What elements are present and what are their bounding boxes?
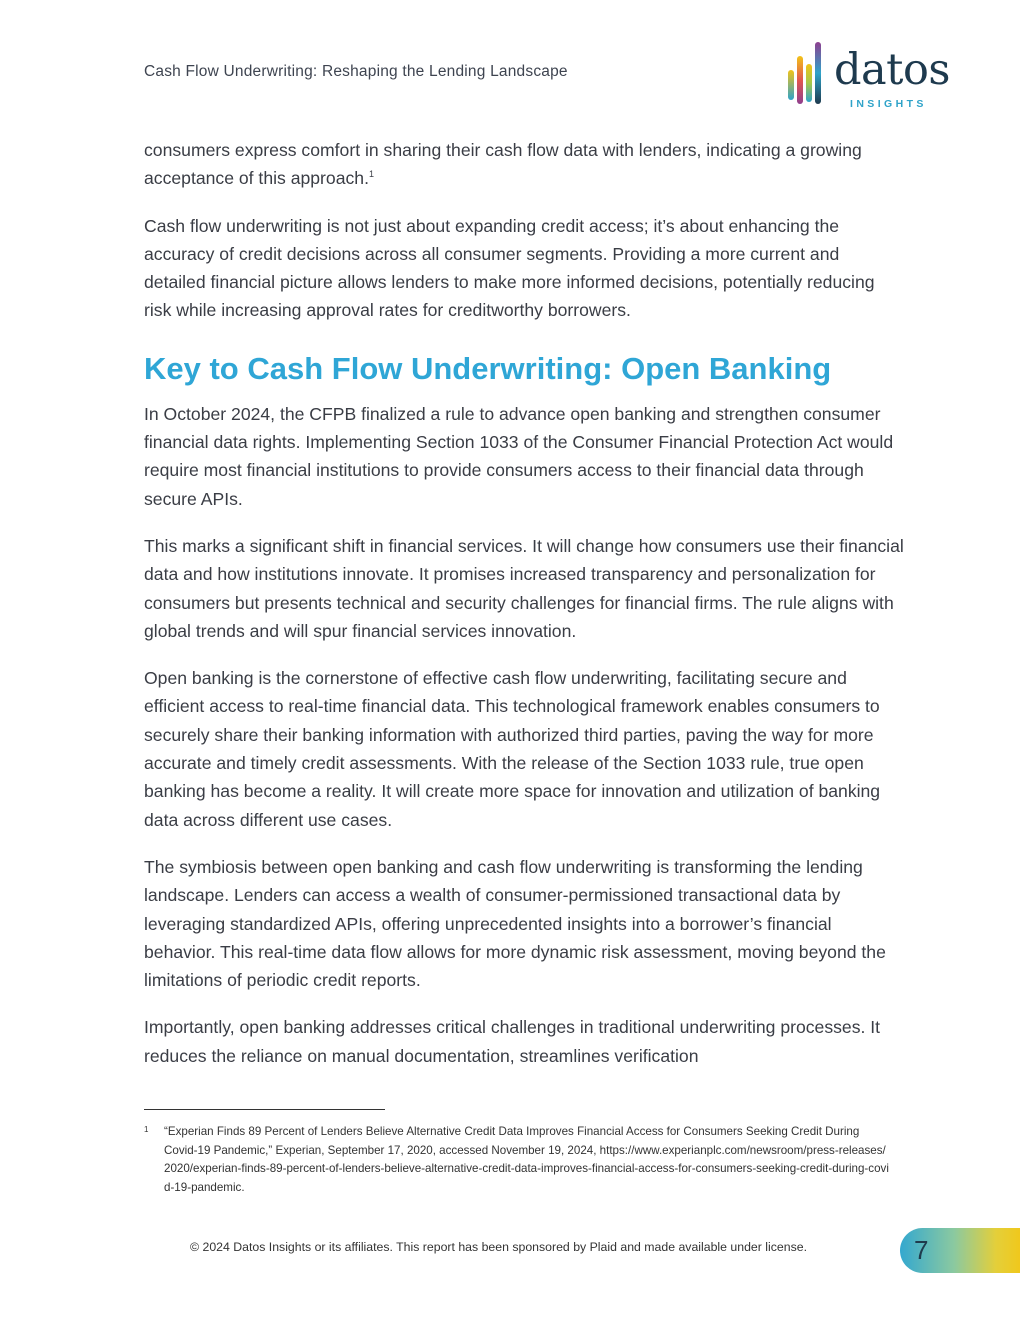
section-heading: Key to Cash Flow Underwriting: Open Banking	[144, 350, 832, 386]
paragraph: Open banking is the cornerstone of effective cash flow underwriting, facilitating secure and efficient access to real-time financial data. This technological framework enables consumers to securely share their banking information with authorized third parties, paving the way for more accurate and timely credit assessments. With the release of the Section 1033 rule, true open banking has become a reality. It will create more space for innovation and utilization of banking data across different use cases.	[144, 668, 881, 830]
footnote-body	[164, 1123, 892, 1197]
logo-wordmark: datos	[834, 45, 950, 95]
footnote-divider	[144, 1109, 385, 1110]
page-number-tab	[900, 1228, 1020, 1273]
page-number: 7	[914, 1235, 929, 1265]
footnote-ref[interactable]: 1	[368, 169, 374, 180]
footnote-link[interactable]: https://www.experianplc.com/newsroom/press-releases/2020/experian-finds-89-percent-of-lenders-believe-alternative-credit-data-improves-financial-access-for-consumers-seeking-credit-during-covid-19-pandemic.	[164, 1143, 889, 1194]
paragraph-text: consumers express comfort in sharing their cash flow data with lenders, indicating a growing acceptance of this approach.	[144, 140, 862, 189]
datos-insights-logo	[786, 40, 950, 112]
paragraph: The symbiosis between open banking and cash flow underwriting is transforming the lending landscape. Lenders can access a wealth of consumer-permissioned transactional data by leveraging standardized APIs, offering unprecedented insights into a borrower’s financial behavior. This real-time data flow allows for more dynamic risk assessment, moving beyond the limitations of periodic credit reports.	[144, 856, 886, 991]
paragraph: Importantly, open banking addresses critical challenges in traditional underwriting processes. It reduces the reliance on manual documentation, streamlines verification	[144, 1017, 881, 1066]
running-header: Cash Flow Underwriting: Reshaping the Lending Landscape	[144, 63, 568, 80]
paragraph: This marks a significant shift in financial services. It will change how consumers use their financial data and how institutions innovate. It promises increased transparency and personalization for consumers but presents technical and security challenges for financial firms. The rule aligns with global trends and will spur financial services innovation.	[144, 535, 904, 641]
paragraph: In October 2024, the CFPB finalized a rule to advance open banking and strengthen consumer financial data rights. Implementing Section 1033 of the Consumer Financial Protection Act would require most financial institutions to provide consumers access to their financial data through secure APIs.	[144, 403, 894, 509]
logo-subtitle: INSIGHTS	[850, 98, 927, 110]
logo-bars-icon	[786, 40, 830, 112]
copyright-notice: © 2024 Datos Insights or its affiliates. This report has been sponsored by Plaid and made available under license.	[190, 1240, 807, 1254]
footnote-text: “Experian Finds 89 Percent of Lenders Believe Alternative Credit Data Improves Financial Access for Consumers Seeking Credit During Covid-19 Pandemic,” Experian, September 17, 2020, accessed November 19, 2024,	[164, 1125, 860, 1157]
footnote-number: 1	[144, 1125, 149, 1134]
paragraph: Cash flow underwriting is not just about expanding credit access; it’s about enhancing the accuracy of credit decisions across all consumer segments. Providing a more current and detailed financial picture allows lenders to make more informed decisions, potentially reducing risk while increasing approval rates for creditworthy borrowers.	[144, 215, 875, 321]
footnote	[144, 1123, 892, 1197]
main-content	[144, 136, 904, 1089]
paragraph-continued	[144, 136, 904, 193]
